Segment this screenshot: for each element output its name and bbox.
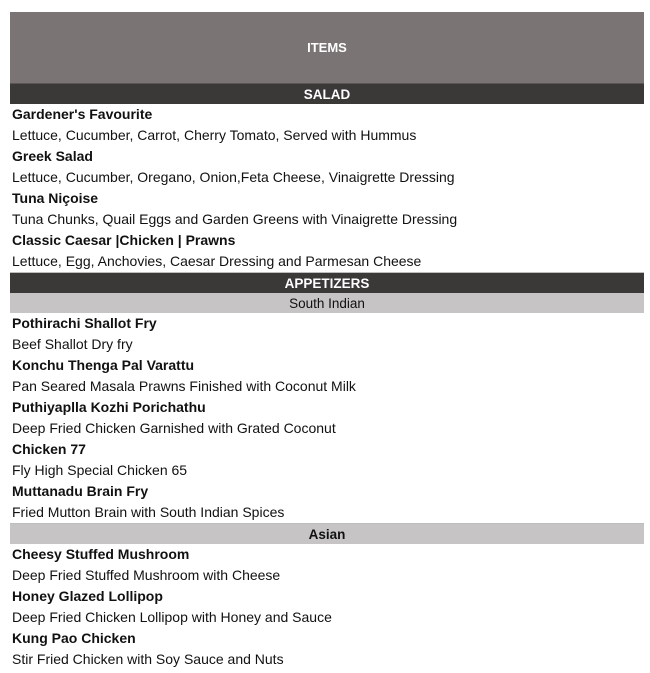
item-description: Deep Fried Stuffed Mushroom with Cheese — [12, 567, 281, 583]
subsection-header-asian: Asian — [10, 524, 644, 544]
section-header-appetizers: APPETIZERS — [10, 273, 644, 293]
item-name: Cheesy Stuffed Mushroom — [12, 546, 190, 562]
south-indian-items — [10, 313, 644, 524]
item-description: Deep Fried Chicken Lollipop with Honey and Sauce — [12, 609, 332, 625]
item-name: Greek Salad — [12, 148, 93, 164]
item-name: Pothirachi Shallot Fry — [12, 315, 157, 331]
item-name: Gardener's Favourite — [12, 106, 153, 122]
item-name: Kung Pao Chicken — [12, 630, 136, 646]
item-description: Fly High Special Chicken 65 — [12, 462, 188, 478]
item-description: Lettuce, Cucumber, Carrot, Cherry Tomato, Served with Hummus — [12, 127, 417, 143]
item-name: Konchu Thenga Pal Varattu — [12, 357, 195, 373]
items-header: ITEMS — [10, 12, 644, 84]
item-name: Chicken 77 — [12, 441, 86, 457]
item-description: Lettuce, Egg, Anchovies, Caesar Dressing and Parmesan Cheese — [12, 253, 422, 269]
item-name: Muttanadu Brain Fry — [12, 483, 149, 499]
subsection-header-south-indian: South Indian — [10, 293, 644, 313]
salad-items — [10, 104, 644, 273]
item-description: Lettuce, Cucumber, Oregano, Onion,Feta Cheese, Vinaigrette Dressing — [12, 169, 455, 185]
item-description: Tuna Chunks, Quail Eggs and Garden Greens with Vinaigrette Dressing — [12, 211, 458, 227]
item-name: Puthiyaplla Kozhi Porichathu — [12, 399, 206, 415]
section-header-salad: SALAD — [10, 84, 644, 104]
item-description: Pan Seared Masala Prawns Finished with Coconut Milk — [12, 378, 356, 394]
item-description: Beef Shallot Dry fry — [12, 336, 133, 352]
item-description: Deep Fried Chicken Garnished with Grated Coconut — [12, 420, 336, 436]
item-description: Stir Fried Chicken with Soy Sauce and Nuts — [12, 651, 284, 667]
asian-items — [10, 544, 644, 670]
menu-sheet — [10, 12, 644, 670]
item-name: Classic Caesar |Chicken | Prawns — [12, 232, 236, 248]
item-description: Fried Mutton Brain with South Indian Spices — [12, 504, 285, 520]
item-name: Tuna Niçoise — [12, 190, 99, 206]
item-name: Honey Glazed Lollipop — [12, 588, 163, 604]
